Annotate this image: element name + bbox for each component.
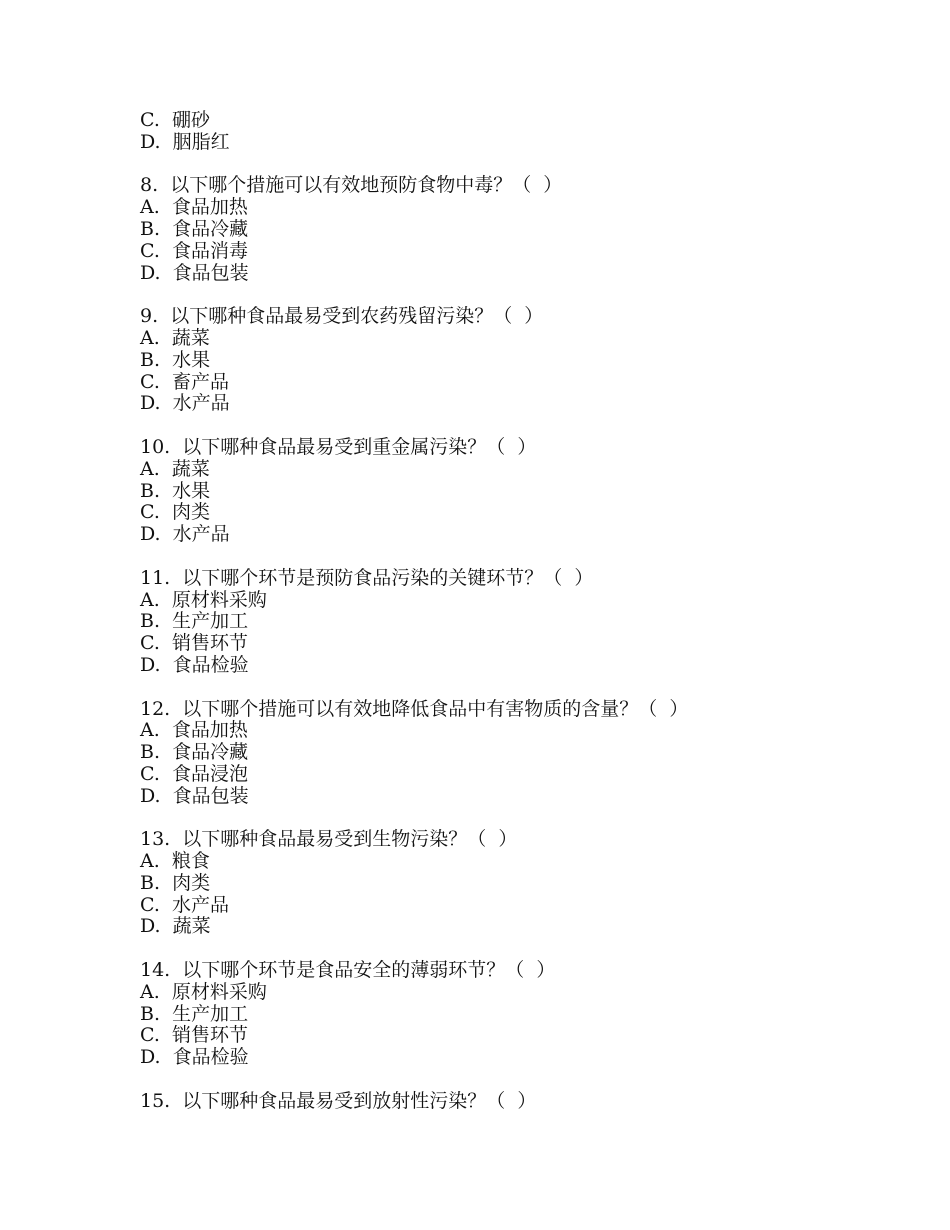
leading-options-block	[140, 110, 900, 154]
question-stem: 10. 以下哪种食品最易受到重金属污染？（ ）	[140, 435, 537, 458]
spacer	[140, 1069, 900, 1091]
option-line: A. 蔬菜	[140, 457, 210, 480]
option-line: A. 原材料采购	[140, 588, 267, 611]
option-line: C. 食品消毒	[140, 239, 248, 262]
question-9	[140, 306, 900, 415]
option-line: D. 胭脂红	[140, 130, 230, 153]
option-line: C. 食品浸泡	[140, 762, 248, 785]
option-line: D. 食品检验	[140, 653, 249, 676]
option-line: B. 食品冷藏	[140, 217, 249, 240]
option-line: D. 食品检验	[140, 1046, 249, 1069]
spacer	[140, 154, 900, 176]
option-line: C. 肉类	[140, 501, 210, 524]
question-12	[140, 699, 900, 808]
option-line: D. 水产品	[140, 523, 230, 546]
option-line: C. 水产品	[140, 893, 229, 916]
option-line: B. 生产加工	[140, 610, 249, 633]
option-line: C. 硼砂	[140, 109, 210, 131]
question-stem: 11. 以下哪个环节是预防食品污染的关键环节？（ ）	[140, 566, 594, 589]
question-stem: 9. 以下哪种食品最易受到农药残留污染？（ ）	[140, 305, 544, 328]
spacer	[140, 938, 900, 960]
spacer	[140, 677, 900, 699]
question-15	[140, 1091, 900, 1113]
option-line: A. 蔬菜	[140, 326, 210, 349]
option-line: B. 生产加工	[140, 1002, 249, 1025]
option-line: A. 食品加热	[140, 196, 248, 219]
option-line: B. 水果	[140, 348, 211, 371]
option-line: B. 水果	[140, 479, 211, 502]
question-stem: 14. 以下哪个环节是食品安全的薄弱环节？（ ）	[140, 959, 556, 982]
question-stem: 8. 以下哪个措施可以有效地预防食物中毒？（ ）	[140, 174, 563, 197]
question-8	[140, 175, 900, 284]
spacer	[140, 808, 900, 830]
spacer	[140, 546, 900, 568]
spacer	[140, 415, 900, 437]
option-line: D. 食品包装	[140, 261, 249, 284]
option-line: C. 销售环节	[140, 1024, 248, 1047]
option-line: A. 原材料采购	[140, 980, 267, 1003]
question-stem: 13. 以下哪种食品最易受到生物污染？（ ）	[140, 828, 518, 851]
option-line: B. 肉类	[140, 871, 211, 894]
option-line: B. 食品冷藏	[140, 741, 249, 764]
option-line: D. 食品包装	[140, 784, 249, 807]
option-line: C. 畜产品	[140, 370, 229, 393]
option-line: A. 食品加热	[140, 719, 248, 742]
option-line: D. 水产品	[140, 392, 230, 415]
question-stem: 12. 以下哪个措施可以有效地降低食品中有害物质的含量？（ ）	[140, 697, 689, 720]
question-10	[140, 437, 900, 546]
question-list	[140, 110, 900, 1113]
option-line: A. 粮食	[140, 850, 210, 873]
option-line: D. 蔬菜	[140, 915, 211, 938]
question-13	[140, 829, 900, 938]
question-11	[140, 568, 900, 677]
spacer	[140, 284, 900, 306]
option-line: C. 销售环节	[140, 632, 248, 655]
question-14	[140, 960, 900, 1069]
question-stem: 15. 以下哪种食品最易受到放射性污染？（ ）	[140, 1089, 537, 1112]
